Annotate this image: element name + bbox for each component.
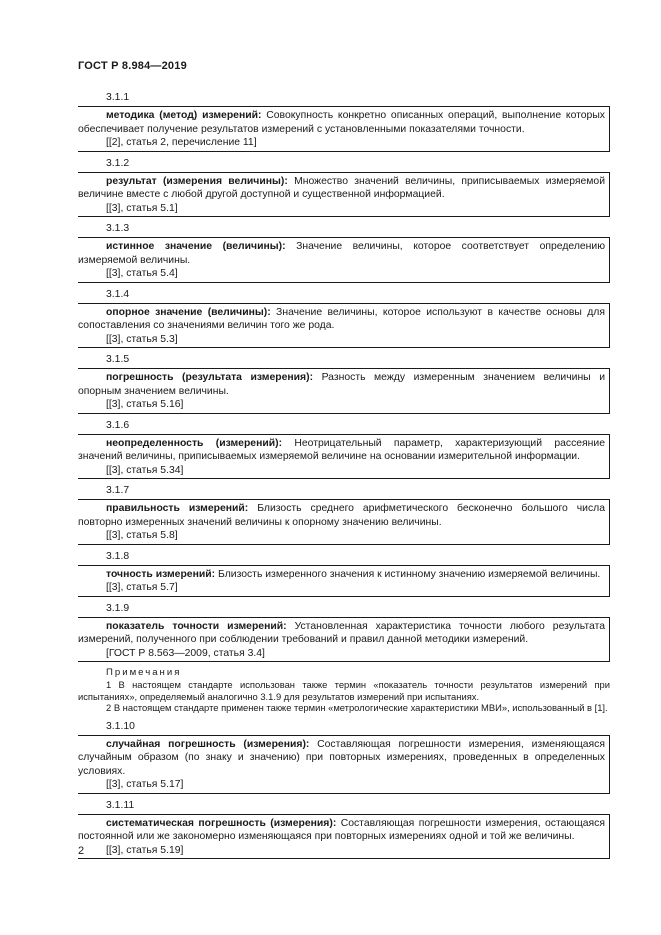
term: неопределенность (измерений): (106, 437, 283, 449)
source-reference: [[3], статья 5.34] (106, 464, 184, 476)
source-reference: [[3], статья 5.1] (106, 202, 178, 214)
term: случайная погрешность (измерения): (106, 738, 310, 750)
definition-box (78, 237, 610, 283)
definition-box (78, 368, 610, 414)
entry-3-1-4 (78, 288, 610, 349)
entry-3-1-7 (78, 484, 610, 545)
definition-text: Значение величины, которое используют в качестве основы для сопоставления со значениями величин того же рода. (78, 306, 605, 331)
term: методика (метод) измерений: (106, 110, 262, 121)
entry-3-1-6 (78, 419, 610, 480)
entry-number: 3.1.9 (106, 602, 130, 614)
term: погрешность (результата измерения): (106, 372, 314, 383)
notes-block (78, 667, 610, 714)
definition-text: Установленная характеристика точности любого результата измерений, полученного при соблюдении требований и правил данной методики измерений. (78, 620, 606, 645)
entry-3-1-11 (78, 799, 610, 860)
term: показатель точности измерений: (106, 620, 287, 632)
source-reference: [[3], статья 5.16] (106, 399, 184, 410)
term: систематическая погрешность (измерения): (106, 817, 337, 829)
term: результат (измерения величины): (106, 175, 288, 187)
definitions-list (78, 91, 610, 864)
entry-number: 3.1.4 (106, 288, 130, 300)
source-reference: [[3], статья 5.4] (106, 268, 178, 279)
definition-text: Множество значений величины, приписываемых измеряемой величине вместе с любой другой доступной и существенной информацией. (78, 175, 605, 200)
definition-text: Составляющая погрешности измерения, изменяющаяся случайным образом (по знаку и значению) при повторных измерениях, проведенных в определенных условиях. (78, 738, 605, 777)
definition-box (78, 735, 610, 794)
entry-3-1-5 (78, 353, 610, 414)
definition-text: Совокупность конкретно описанных операций, выполнение которых обеспечивает получение результатов измерений с установленными показателями точности. (78, 110, 605, 135)
term: точность измерений: (106, 568, 216, 580)
definition-box (78, 434, 610, 480)
term: правильность измерений: (106, 503, 249, 514)
note-item: 2 В настоящем стандарте применен также термин «метрологические характеристики МВИ», использованный в [1]. (106, 702, 608, 713)
entry-3-1-8 (78, 550, 610, 597)
definition-text: Близость среднего арифметического бесконечно большого числа повторно измеренных значений величины к опорному значению величины. (78, 503, 605, 528)
entry-number: 3.1.11 (106, 799, 135, 811)
term: опорное значение (величины): (106, 306, 271, 318)
definition-text: Составляющая погрешности измерения, остающаяся постоянной или же закономерно изменяющаяся при повторных измерениях одной и той же величины. (78, 817, 605, 842)
source-reference: [[3], статья 5.3] (106, 333, 178, 345)
source-reference: [ГОСТ Р 8.563—2009, статья 3.4] (106, 647, 265, 659)
definition-box (78, 617, 610, 663)
note-item: 1 В настоящем стандарте использован также термин «показатель точности результатов измерений при испытаниях», определяемый аналогично 3.1.9 для результатов измерений при испытаниях. (78, 679, 610, 702)
source-reference: [[3], статья 5.8] (106, 530, 178, 541)
definition-text: Неотрицательный параметр, характеризующий рассеяние значений величины, приписываемых измеряемой величине на основании измерительной информации. (78, 437, 605, 462)
entry-number: 3.1.1 (106, 92, 130, 103)
definition-box (78, 172, 610, 218)
definition-box (78, 565, 610, 597)
definition-box (78, 106, 610, 152)
entry-3-1-2 (78, 157, 610, 218)
source-reference: [[2], статья 2, перечисление 11] (106, 137, 257, 148)
entry-3-1-1 (78, 91, 610, 152)
entry-3-1-9 (78, 602, 610, 663)
entry-number: 3.1.7 (106, 485, 130, 496)
definition-text: Разность между измеренным значением величины и опорным значением величины. (78, 372, 605, 397)
entry-number: 3.1.3 (106, 223, 130, 234)
definition-box (78, 303, 610, 349)
definition-box (78, 814, 610, 860)
definition-text: Близость измеренного значения к истинному значению измеряемой величины. (215, 568, 601, 580)
entry-number: 3.1.5 (106, 354, 130, 365)
definition-box (78, 499, 610, 545)
entry-number: 3.1.2 (106, 157, 130, 169)
entry-number: 3.1.6 (106, 419, 130, 431)
entry-3-1-10 (78, 720, 610, 794)
source-reference: [[3], статья 5.19] (106, 844, 184, 856)
document-header: ГОСТ Р 8.984—2019 (78, 60, 187, 72)
term: истинное значение (величины): (106, 241, 286, 252)
entry-number: 3.1.10 (106, 720, 135, 732)
source-reference: [[3], статья 5.17] (106, 779, 184, 790)
entry-3-1-3 (78, 222, 610, 283)
page-number: 2 (78, 845, 85, 857)
definition-text: Значение величины, которое соответствует определению измеряемой величины. (78, 241, 605, 266)
entry-number: 3.1.8 (106, 550, 130, 562)
source-reference: [[3], статья 5.7] (106, 582, 178, 593)
notes-title: Примечания (106, 667, 182, 678)
